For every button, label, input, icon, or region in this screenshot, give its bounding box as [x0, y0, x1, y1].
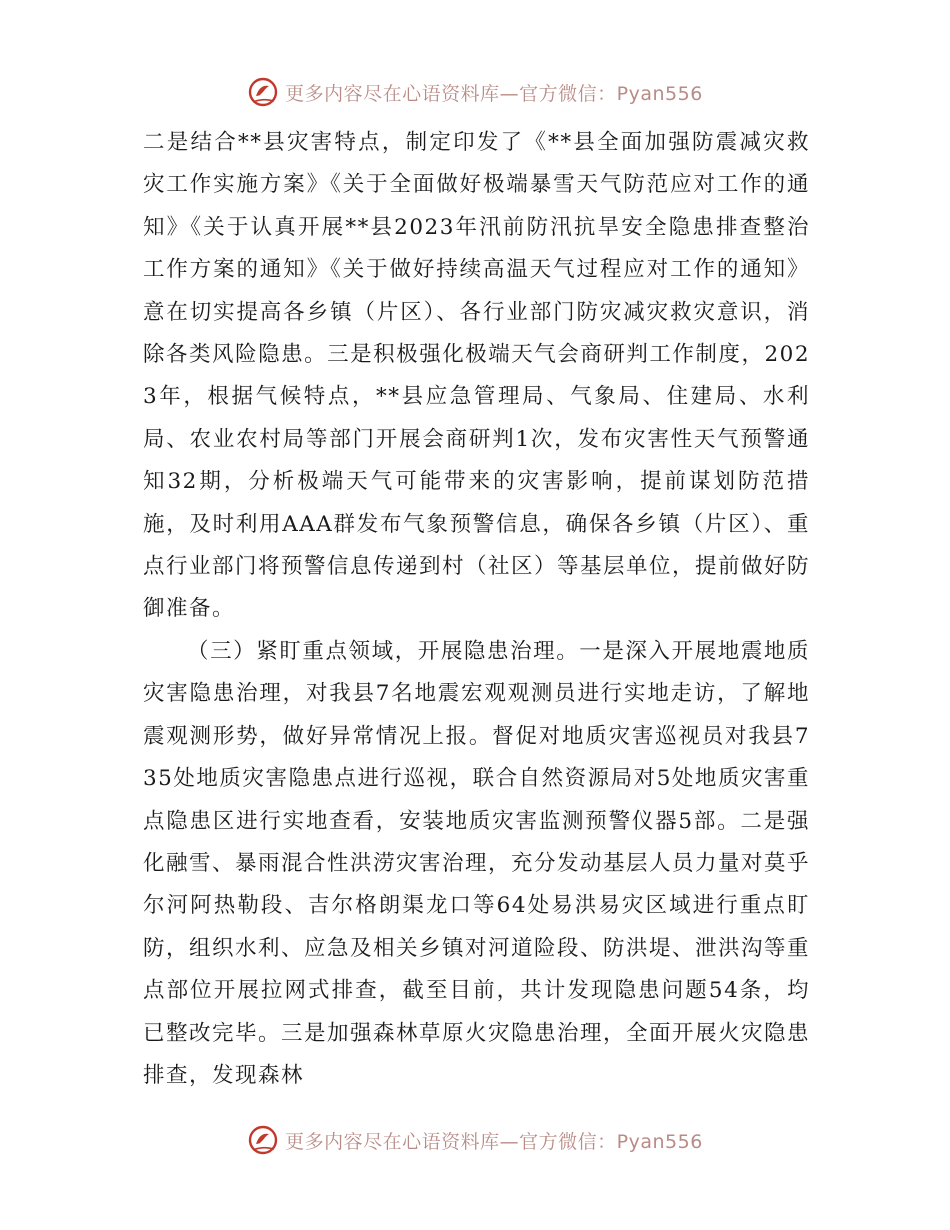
paragraph: 二是结合**县灾害特点，制定印发了《**县全面加强防震减灾救灾工作实施方案》《关于全面做好极端暴雪天气防范应对工作的通知》《关于认真开展**县2023年汛前防汛抗旱安全隐患排查整治工作方案的通知》《关于做好持续高温天气过程应对工作的通知》意在切实提高各乡镇（片区）、各行业部门防灾减灾救灾意识，消除各类风险隐患。三是积极强化极端天气会商研判工作制度，2023年，根据气候特点，**县应急管理局、气象局、住建局、水利局、农业农村局等部门开展会商研判1次，发布灾害性天气预警通知32期，分析极端天气可能带来的灾害影响，提前谋划防范措施，及时利用AAA群发布气象预警信息，确保各乡镇（片区）、重点行业部门将预警信息传递到村（社区）等基层单位，提前做好防御准备。 [143, 130, 811, 622]
watermark-text: 更多内容尽在心语资料库—官方微信：Pyan556 [285, 82, 703, 105]
document-body [143, 122, 810, 1097]
handwriting-pen-logo-icon [247, 76, 279, 108]
watermark-header [0, 72, 950, 112]
handwriting-pen-logo-icon [247, 1124, 279, 1156]
watermark-text: 更多内容尽在心语资料库—官方微信：Pyan556 [285, 1130, 703, 1153]
paragraph-section-3: （三）紧盯重点领域，开展隐患治理。一是深入开展地震地质灾害隐患治理，对我县7名地震宏观观测员进行实地走访，了解地震观测形势，做好异常情况上报。督促对地质灾害巡视员对我县735处地质灾害隐患点进行巡视，联合自然资源局对5处地质灾害重点隐患区进行实地查看，安装地质灾害监测预警仪器5部。二是强化融雪、暴雨混合性洪涝灾害治理，充分发动基层人员力量对莫乎尔河阿热勒段、吉尔格朗渠龙口等64处易洪易灾区域进行重点盯防，组织水利、应急及相关乡镇对河道险段、防洪堤、泄洪沟等重点部位开展拉网式排查，截至目前，共计发现隐患问题54条，均已整改完毕。三是加强森林草原火灾隐患治理，全面开展火灾隐患排查，发现森林 [143, 638, 811, 1088]
watermark-footer [0, 1120, 950, 1160]
